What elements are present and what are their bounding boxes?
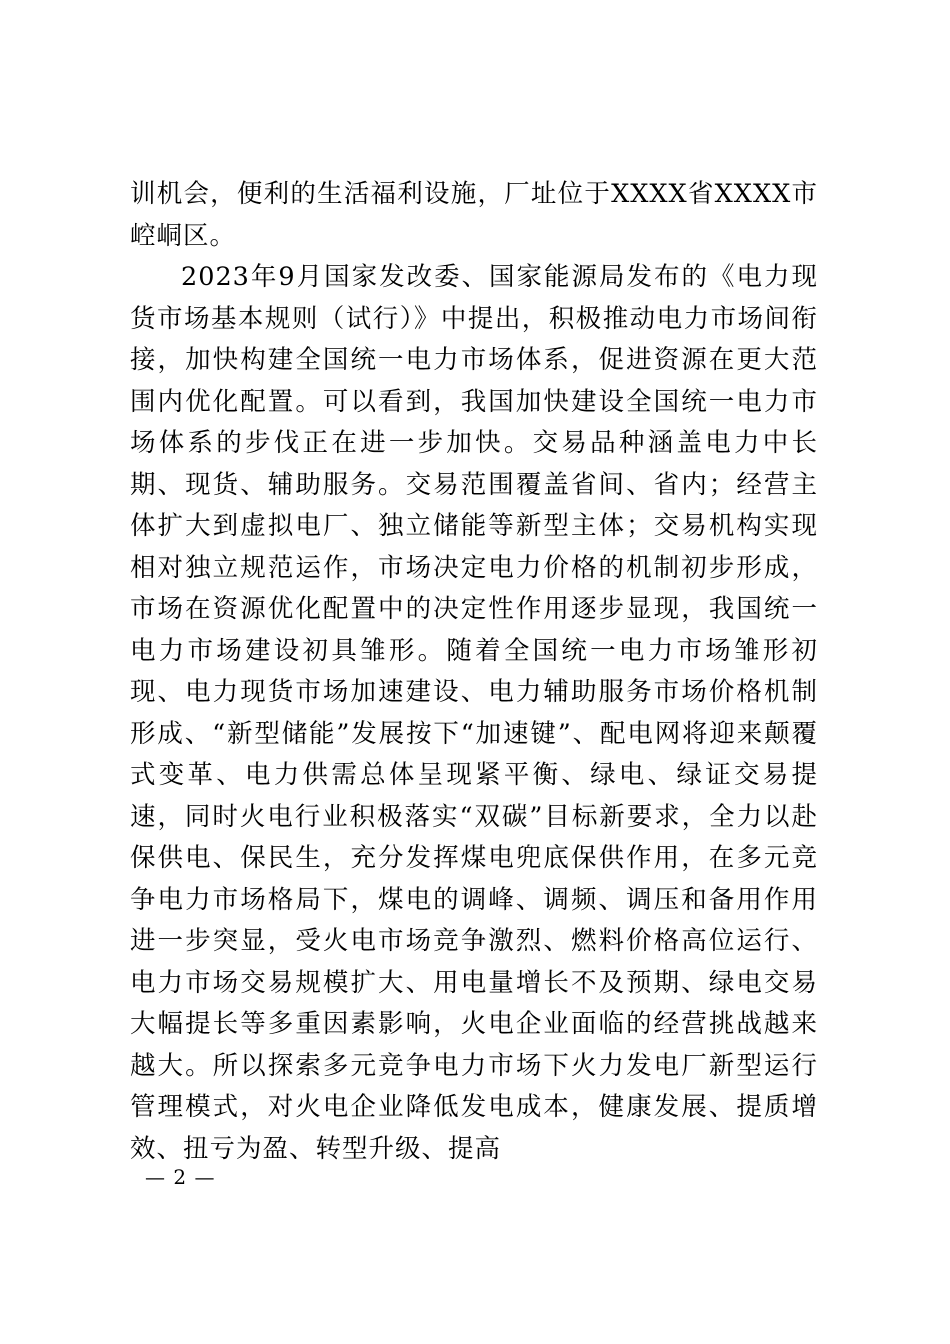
paragraph-continuation: 训机会，便利的生活福利设施，厂址位于XXXX省XXXX市崆峒区。 — [130, 179, 818, 251]
body-text — [130, 174, 818, 1170]
paragraph-electricity-market: 2023年9月国家发改委、国家能源局发布的《电力现货市场基本规则（试行）》中提出，积极推动电力市场间衔接，加快构建全国统一电力市场体系，促进资源在更大范围内优化配置。可以看到，我国加快建设全国统一电力市场体系的步伐正在进一步加快。交易品种涵盖电力中长期、现货、辅助服务。交易范围覆盖省间、省内；经营主体扩大到虚拟电厂、独立储能等新型主体；交易机构实现相对独立规范运作，市场决定电力价格的机制初步形成，市场在资源优化配置中的决定性作用逐步显现，我国统一电力市场建设初具雏形。随着全国统一电力市场雏形初现、电力现货市场加速建设、电力辅助服务市场价格机制形成、“新型储能”发展按下“加速键”、配电网将迎来颠覆式变革、电力供需总体呈现紧平衡、绿电、绿证交易提速，同时火电行业积极落实“双碳”目标新要求，全力以赴保供电、保民生，充分发挥煤电兜底保供作用，在多元竞争电力市场格局下，煤电的调峰、调频、调压和备用作用进一步突显，受火电市场竞争激烈、燃料价格高位运行、电力市场交易规模扩大、用电量增长不及预期、绿电交易大幅提长等多重因素影响，火电企业面临的经营挑战越来越大。所以探索多元竞争电力市场下火力发电厂新型运行管理模式，对火电企业降低发电成本，健康发展、提质增效、扭亏为盈、转型升级、提高 — [130, 262, 818, 1164]
page-number: — 2 — — [145, 1165, 216, 1189]
